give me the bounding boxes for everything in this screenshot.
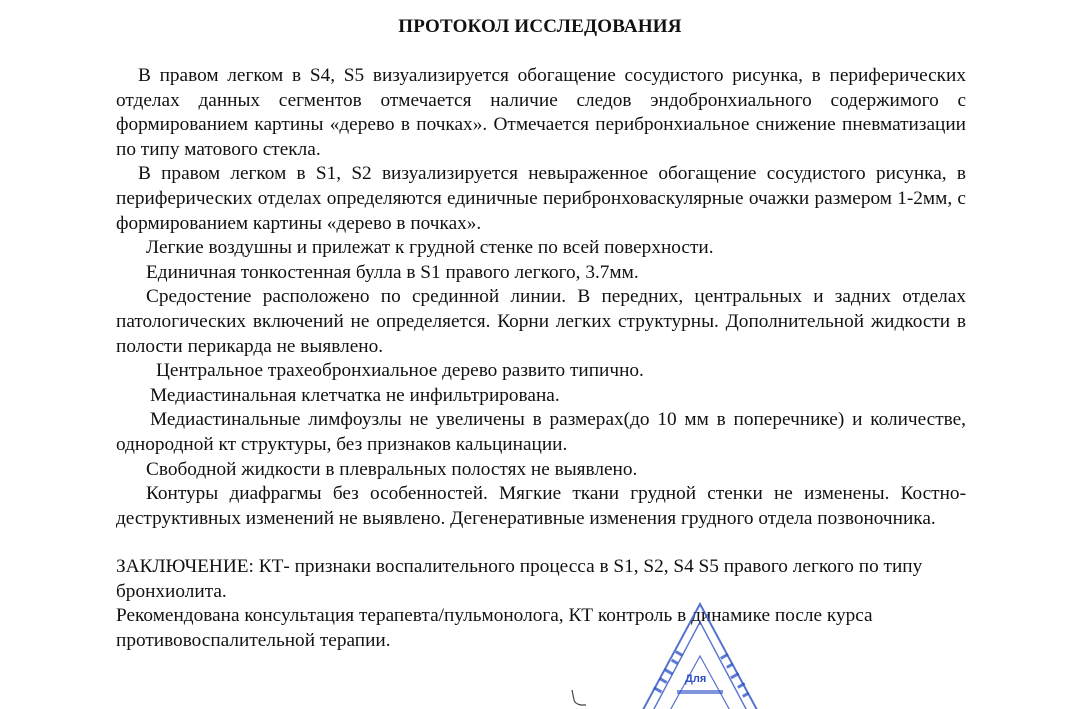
paragraph-pleural-fluid: Свободной жидкости в плевральных полостях не выявлено. xyxy=(146,458,638,480)
paragraph-mediastinum: Средостение расположено по срединной линии. В передних, центральных и задних отделах патологических включений не определяется. Корни легких структурны. Дополнительной жидкости в полости перикарда не выявлено. xyxy=(116,286,966,357)
paragraph-right-lung-s4-s5: В правом легком в S4, S5 визуализируется обогащение сосудистого рисунка, в периферических отделах данных сегментов отмечается наличие следов эндобронхиального содержимого с формированием картины «дерево в почках». Отмечается перибронхиальное снижение пневматизации по типу матового стекла. xyxy=(116,65,966,160)
paragraph-bulla: Единичная тонкостенная булла в S1 правого легкого, 3.7мм. xyxy=(146,261,639,283)
section-gap xyxy=(116,531,966,555)
paragraph-lungs-airy: Легкие воздушны и прилежат к грудной стенке по всей поверхности. xyxy=(146,237,714,259)
conclusion: ЗАКЛЮЧЕНИЕ: КТ- признаки воспалительного процесса в S1, S2, S4 S5 правого легкого по типу бронхиолита. xyxy=(116,556,923,602)
document-body xyxy=(116,64,966,654)
document-title: ПРОТОКОЛ ИССЛЕДОВАНИЯ xyxy=(398,16,682,37)
recommendation: Рекомендована консультация терапевта/пульмонолога, КТ контроль в динамике после курса противовоспалительной терапии. xyxy=(116,605,873,652)
paragraph-tracheobronchial-tree: Центральное трахеобронхиальное дерево развито типично. xyxy=(156,360,644,382)
paragraph-right-lung-s1-s2: В правом легком в S1, S2 визуализируется невыраженное обогащение сосудистого рисунка, в периферических отделах определяются единичные перибронховаскулярные очажки размером 1-2мм, с формированием картины «дерево в почках». xyxy=(116,163,966,234)
paragraph-lymph-nodes: Медиастинальные лимфоузлы не увеличены в размерах(до 10 мм в поперечнике) и количестве, однородной кт структуры, без признаков кальцинации. xyxy=(116,409,966,455)
paragraph-diaphragm: Контуры диафрагмы без особенностей. Мягкие ткани грудной стенки не изменены. Костно-деструктивных изменений не выявлено. Дегенеративные изменения грудного отдела позвоночника. xyxy=(116,483,966,529)
pen-mark-icon xyxy=(568,688,588,709)
paragraph-mediastinal-tissue: Медиастинальная клетчатка не инфильтрирована. xyxy=(150,384,560,406)
stamp-label: Для xyxy=(685,673,707,685)
